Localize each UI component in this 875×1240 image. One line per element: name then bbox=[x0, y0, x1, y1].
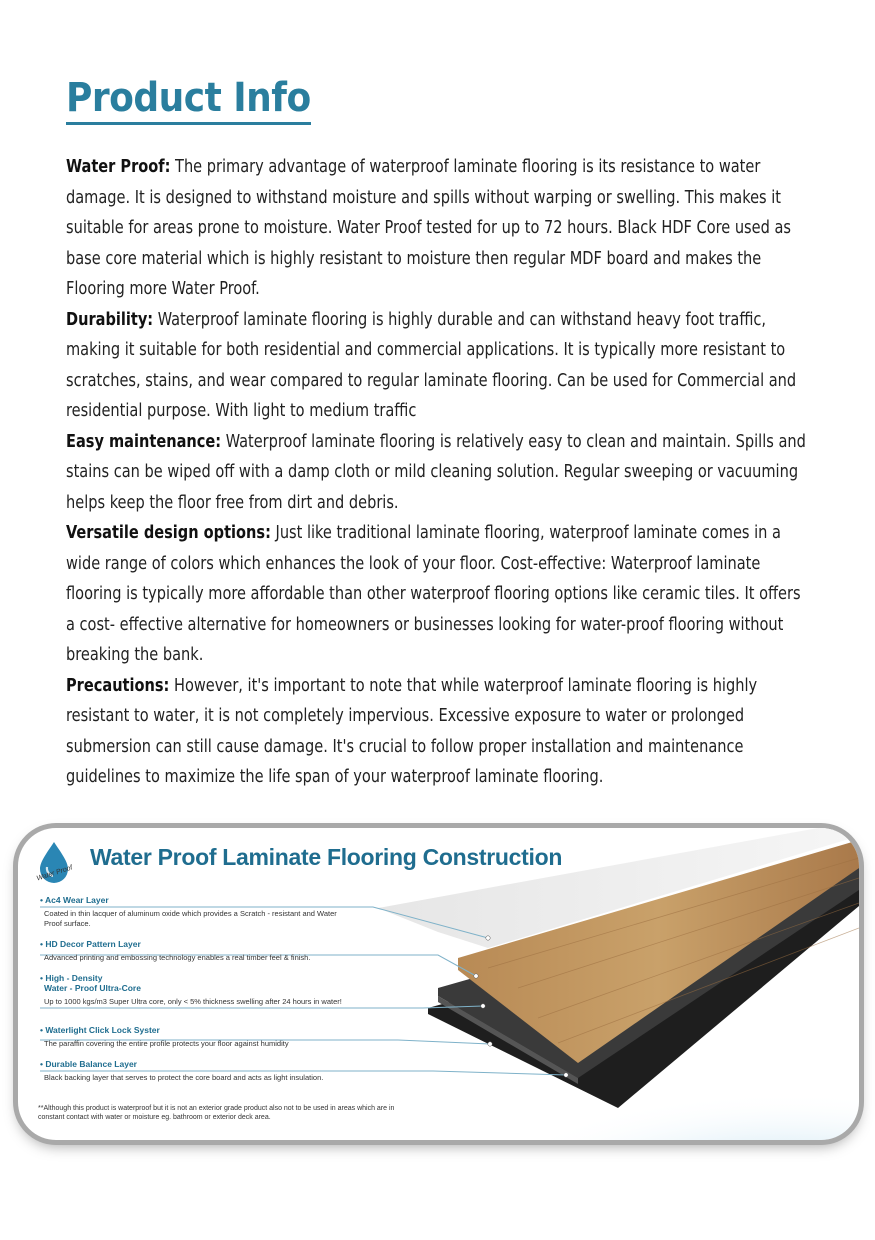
paragraph-text: The primary advantage of waterproof laminate flooring is its resistance to water damage. It is designed to withstand moisture and spills without warping or swelling. This makes it suitable for areas prone to moisture. Water Proof tested for up to 72 hours. Black HDF Core used as base core material which is highly resistant to moisture then regular MDF board and makes the Flooring more Water Proof. bbox=[66, 157, 792, 299]
paragraph-precautions bbox=[66, 671, 814, 793]
layer-desc: Advanced printing and embossing technology enables a real timber feel & finish. bbox=[44, 953, 311, 962]
layer-name: • High - Density bbox=[40, 973, 103, 983]
paragraph-water-proof bbox=[66, 152, 814, 305]
paragraph-label: Precautions: bbox=[66, 675, 170, 696]
layer-click-lock bbox=[40, 1025, 400, 1049]
paragraph-label: Durability: bbox=[66, 309, 154, 330]
layer-desc: Coated in thin lacquer of aluminum oxide which provides a Scratch - resistant and Water Proof surface. bbox=[44, 909, 337, 928]
layer-balance bbox=[40, 1059, 400, 1083]
layer-name-line2: Water - Proof Ultra-Core bbox=[44, 983, 141, 993]
layer-desc: The paraffin covering the entire profile protects your floor against humidity bbox=[44, 1039, 289, 1048]
layer-name: • HD Decor Pattern Layer bbox=[40, 939, 141, 949]
layer-name: • Ac4 Wear Layer bbox=[40, 895, 109, 905]
layer-desc: Black backing layer that serves to protect the core board and acts as light insulation. bbox=[44, 1073, 324, 1082]
layer-name: • Waterlight Click Lock Syster bbox=[40, 1025, 160, 1035]
exterior-use-note: **Although this product is waterproof but it is not an exterior grade product also not to be used in areas which are in constant contact with water or moisture eg. bathroom or exterior deck area. bbox=[38, 1105, 395, 1121]
product-description bbox=[66, 152, 814, 793]
water-drop-icon bbox=[34, 840, 86, 892]
paragraph-text: Waterproof laminate flooring is highly durable and can withstand heavy foot traffic, making it suitable for both residential and commercial applications. It is typically more resistant to scratches, stains, and wear compared to regular laminate flooring. Can be used for Commercial and residential purpose. With light to medium traffic bbox=[66, 309, 797, 421]
construction-diagram-card bbox=[18, 828, 859, 1140]
layer-desc: Up to 1000 kgs/m3 Super Ultra core, only < 5% thickness swelling after 24 hours in water! bbox=[44, 997, 342, 1006]
layer-ac4-wear bbox=[40, 895, 400, 929]
layer-name: • Durable Balance Layer bbox=[40, 1059, 137, 1069]
paragraph-label: Versatile design options: bbox=[66, 523, 271, 543]
paragraph-text: Waterproof laminate flooring is relatively easy to clean and maintain. Spills and stains can be wiped off with a damp cloth or mild cleaning solution. Regular sweeping or vacuuming helps keep the floor free from dirt and debris. bbox=[66, 431, 806, 513]
water-proof-badge: Water Proof bbox=[35, 864, 74, 883]
layer-hd-decor bbox=[40, 939, 400, 963]
paragraph-versatile-design bbox=[66, 518, 814, 671]
paragraph-label: Easy maintenance: bbox=[66, 431, 222, 452]
paragraph-label: Water Proof: bbox=[66, 157, 171, 177]
paragraph-text: However, it's important to note that while waterproof laminate flooring is highly resistant to water, it is not completely impervious. Excessive exposure to water or prolonged submersion can still cause damage. It's crucial to follow proper installation and maintenance guidelines to maximize the life span of your waterproof laminate flooring. bbox=[66, 675, 758, 787]
paragraph-text: Just like traditional laminate flooring, waterproof laminate comes in a wide range of colors which enhances the look of your floor. Cost-effective: Waterproof laminate flooring is typically more affordable than other waterproof flooring options like ceramic tiles. It offers a cost- effective alternative for homeowners or businesses looking for water-proof flooring without breaking the bank. bbox=[66, 523, 801, 665]
layer-core bbox=[40, 973, 400, 1007]
paragraph-easy-maintenance bbox=[66, 427, 814, 519]
page-title: Product Info bbox=[66, 76, 311, 125]
paragraph-durability bbox=[66, 305, 814, 427]
construction-title: Water Proof Laminate Flooring Construction bbox=[90, 844, 563, 870]
